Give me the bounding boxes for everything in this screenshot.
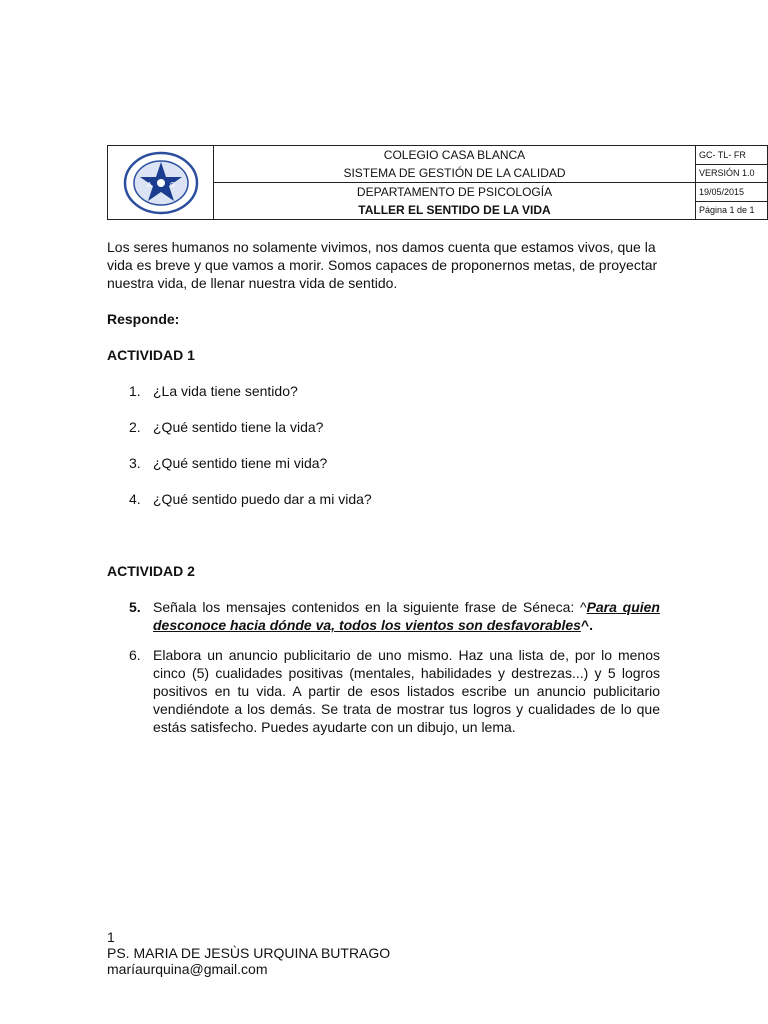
page-footer: [107, 929, 390, 977]
document-body: [107, 238, 660, 736]
svg-text:A: A: [146, 181, 152, 189]
quality-system: SISTEMA DE GESTIÓN DE LA CALIDAD: [343, 166, 566, 180]
question-text: ¿Qué sentido tiene la vida?: [153, 419, 324, 435]
school-crest-star-icon: [122, 150, 200, 216]
question-lead: Señala los mensajes contenidos en la siguiente frase de Séneca: ^: [153, 599, 587, 615]
question-text: ¿Qué sentido tiene mi vida?: [153, 455, 328, 471]
list-item: [107, 646, 660, 736]
workshop-title: TALLER EL SENTIDO DE LA VIDA: [358, 203, 551, 217]
footer-email: maríaurquina@gmail.com: [107, 961, 268, 977]
list-item: [107, 598, 660, 634]
list-item: [107, 418, 660, 436]
list-item: [107, 490, 660, 508]
question-text: ¿La vida tiene sentido?: [153, 383, 298, 399]
question-number: 3.: [129, 455, 141, 471]
question-number: 2.: [129, 419, 141, 435]
doc-code: GC- TL- FR: [696, 146, 768, 165]
question-text: ¿Qué sentido puedo dar a mi vida?: [153, 491, 372, 507]
question-number: 5.: [129, 599, 141, 615]
logo-cell: [108, 146, 214, 220]
list-item: [107, 382, 660, 400]
subtitle-block: [214, 183, 696, 220]
question-number: 6.: [129, 647, 141, 663]
svg-text:G: G: [169, 181, 175, 189]
list-item: [107, 454, 660, 472]
question-text: Elabora un anuncio publicitario de uno mismo. Haz una lista de, por lo menos cinco (5) cualidades positivas (mentales, habilidades y destrezas...) y 5 logros positivos en tu vida. A partir de esos listados escribe un anuncio publicitario vendiéndote a los demás. Se trata de mostrar tus logros y cualidades de lo que estás satisfecho. Puedes ayudarte con un dibujo, un lema.: [153, 647, 660, 735]
department-name: DEPARTAMENTO DE PSICOLOGÍA: [356, 185, 553, 199]
intro-paragraph: Los seres humanos no solamente vivimos, nos damos cuenta que estamos vivos, que la vida es breve y que vamos a morir. Somos capaces de proponernos metas, de proyectar nuestra vida, de llenar nuestra vida de sentido.: [107, 239, 658, 291]
seneca-quote: Para quien desconoce hacia dónde va, todos los vientos son desfavorables: [153, 599, 660, 633]
doc-page: Página 1 de 1: [696, 201, 768, 220]
activity-1-title: ACTIVIDAD 1: [107, 347, 195, 363]
activity-1-questions: [107, 382, 660, 508]
question-number: 4.: [129, 491, 141, 507]
document-header: [107, 145, 768, 220]
footer-page-number: 1: [107, 929, 115, 945]
quote-close: ^.: [580, 617, 593, 633]
title-block: [214, 146, 696, 183]
doc-version: VERSIÓN 1.0: [696, 164, 768, 183]
doc-date: 19/05/2015: [696, 183, 768, 202]
school-name: COLEGIO CASA BLANCA: [383, 148, 526, 162]
footer-author: PS. MARIA DE JESÙS URQUINA BUTRAGO: [107, 945, 391, 961]
responde-label: Responde:: [107, 311, 180, 327]
activity-2-title: ACTIVIDAD 2: [107, 563, 195, 579]
question-number: 1.: [129, 383, 141, 399]
